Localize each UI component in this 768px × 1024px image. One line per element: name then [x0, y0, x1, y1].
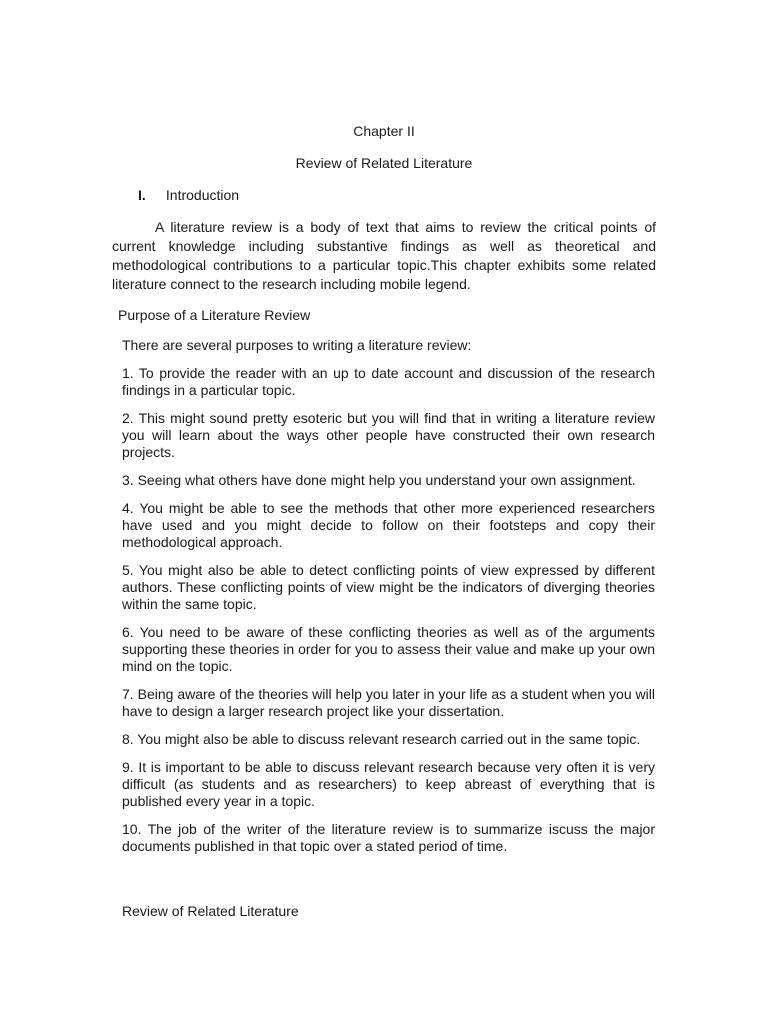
closing-heading: Review of Related Literature	[122, 903, 299, 919]
section-numeral: I.	[138, 187, 146, 203]
list-item: 7. Being aware of the theories will help you later in your life as a student when you will have to design a larger research project like your dissertation.	[122, 686, 655, 719]
list-item: 6. You need to be aware of these conflicting theories as well as of the arguments supporting these theories in order for you to assess their value and make up your own mind on the topic.	[122, 624, 655, 674]
list-item: 8. You might also be able to discuss relevant research carried out in the same topic.	[122, 731, 641, 747]
purpose-heading: Purpose of a Literature Review	[118, 307, 311, 323]
purpose-list	[122, 337, 655, 866]
list-item: 10. The job of the writer of the literature review is to summarize iscuss the major documents published in that topic over a stated period of time.	[122, 821, 655, 854]
section-title: Introduction	[165, 187, 240, 203]
list-item: 2. This might sound pretty esoteric but you will find that in writing a literature review you will learn about the ways other people have constructed their own research projects.	[122, 410, 655, 460]
intro-paragraph: A literature review is a body of text that aims to review the critical points of current knowledge including substantive findings as well as theoretical and methodological contributions to a particular topic.This chapter exhibits some related literature connect to the research including mobile legend.	[112, 219, 656, 292]
section-heading	[138, 187, 239, 204]
list-item: 4. You might be able to see the methods that other more experienced researchers have used and you might decide to follow on their footsteps and copy their methodological approach.	[122, 500, 655, 550]
chapter-label: Chapter II	[353, 123, 415, 139]
purpose-lead: There are several purposes to writing a literature review:	[122, 337, 472, 353]
list-item: 3. Seeing what others have done might help you understand your own assignment.	[122, 472, 636, 488]
list-item: 9. It is important to be able to discuss relevant research because very often it is very difficult (as students and as researchers) to keep abreast of everything that is published every year in a topic.	[122, 759, 655, 809]
list-item: 1. To provide the reader with an up to date account and discussion of the research findings in a particular topic.	[122, 365, 655, 398]
list-item: 5. You might also be able to detect conflicting points of view expressed by different authors. These conflicting points of view might be the indicators of diverging theories within the same topic.	[122, 562, 655, 612]
chapter-title: Review of Related Literature	[295, 155, 473, 171]
